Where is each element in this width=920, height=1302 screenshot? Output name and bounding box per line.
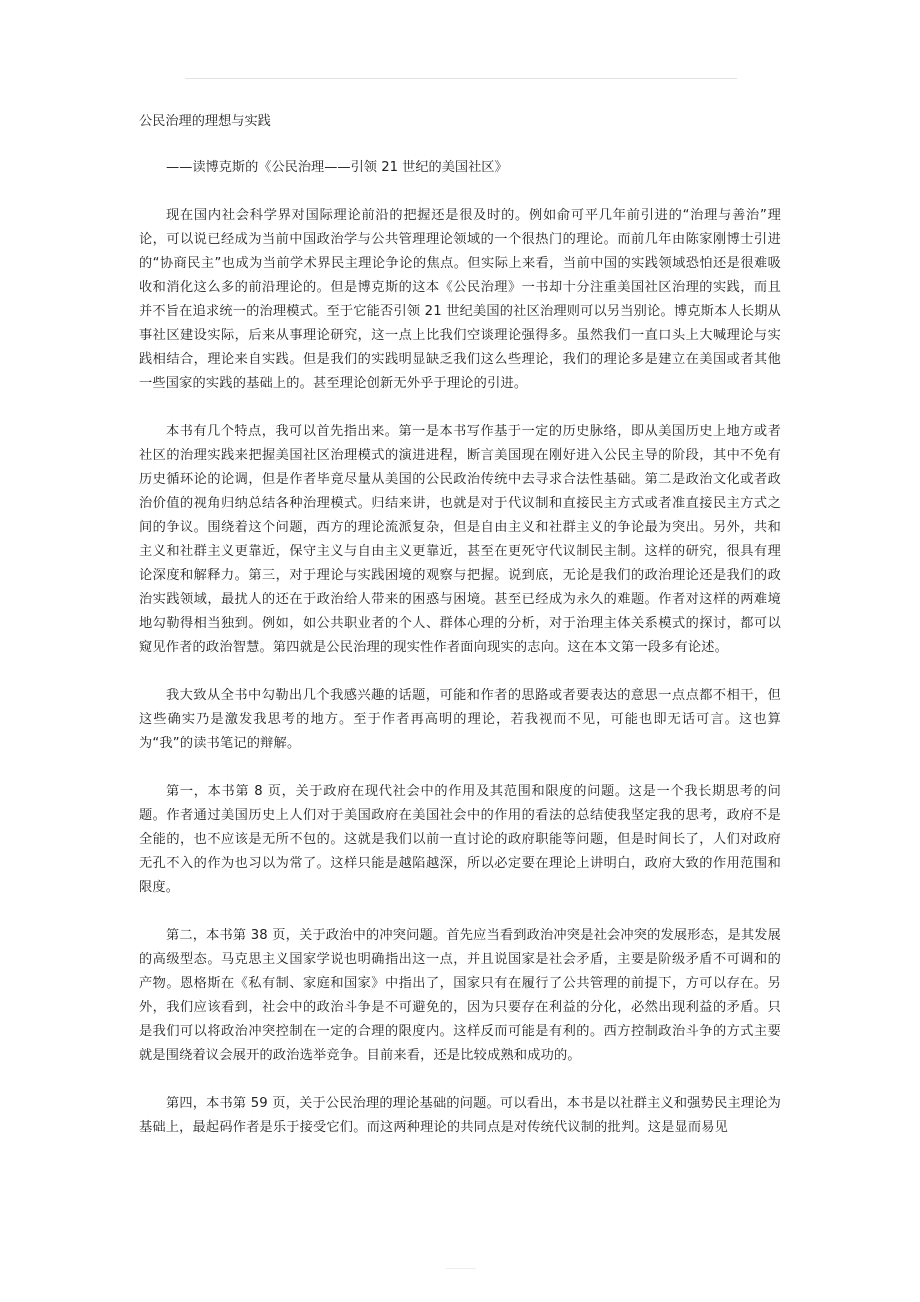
paragraph-first-topic: 第一，本书第 8 页，关于政府在现代社会中的作用及其范围和限度的问题。这是一个我长期思考的问题。作者通过美国历史上人们对于美国政府在美国社会中的作用的看法的总结使我坚定我的思考，政府不是全能的，也不应该是无所不包的。这就是我们以前一直讨论的政府职能等问题，但是时间长了，人们对政府无孔不入的作为也习以为常了。这样只能是越陷越深，所以必定要在理论上讲明白，政府大致的作用范围和限度。 bbox=[139, 784, 781, 895]
paragraph-intro: 现在国内社会科学界对国际理论前沿的把握还是很及时的。例如俞可平几年前引进的“治理与善治”理论，可以说已经成为当前中国政治学与公共管理理论领域的一个很热门的理论。而前几年由陈家刚博士引进的“协商民主”也成为当前学术界民主理论争论的焦点。但实际上来看，当前中国的实践领域恐怕还是很难吸收和消化这么多的前沿理论的。但是博克斯的这本《公民治理》一书却十分注重美国社区治理的实践，而且并不旨在追求统一的治理模式。至于它能否引领 21 世纪美国的社区治理则可以另当别论。博克斯本人长期从事社区建设实际，后来从事理论研究，这一点上比我们空谈理论强得多。虽然我们一直口头上大喊理论与实践相结合，理论来自实践。但是我们的实践明显缺乏我们这么些理论，我们的理论多是建立在美国或者其他一些国家的实践的基础上的。甚至理论创新无外乎于理论的引进。 bbox=[139, 208, 781, 391]
paragraph-topics: 我大致从全书中勾勒出几个我感兴趣的话题，可能和作者的思路或者要表达的意思一点点都不相干，但这些确实乃是激发我思考的地方。至于作者再高明的理论，若我视而不见，可能也即无话可言。这也算为“我”的读书笔记的辩解。 bbox=[139, 688, 781, 751]
footer-mark bbox=[446, 1268, 476, 1269]
document-subtitle: ——读博克斯的《公民治理——引领 21 世纪的美国社区》 bbox=[166, 160, 508, 175]
header-divider bbox=[185, 78, 737, 79]
paragraph-second-topic: 第二，本书第 38 页，关于政治中的冲突问题。首先应当看到政治冲突是社会冲突的发展形态，是其发展的高级型态。马克思主义国家学说也明确指出这一点，并且说国家是社会矛盾，主要是阶级矛盾不可调和的产物。恩格斯在《私有制、家庭和国家》中指出了，国家只有在履行了公共管理的前提下，方可以存在。另外，我们应该看到，社会中的政治斗争是不可避免的，因为只要存在利益的分化，必然出现利益的矛盾。只是我们可以将政治冲突控制在一定的合理的限度内。这样反而可能是有利的。西方控制政治斗争的方式主要就是围绕着议会展开的政治选举竞争。目前来看，还是比较成熟和成功的。 bbox=[139, 928, 782, 1063]
paragraph-features: 本书有几个特点，我可以首先指出来。第一是本书写作基于一定的历史脉络，即从美国历史上地方或者社区的治理实践来把握美国社区治理模式的演进进程，断言美国现在刚好进入公民主导的阶段，其中不免有历史循环论的论调，但是作者毕竟尽量从美国的公民政治传统中去寻求合法性基础。第二是政治文化或者政治价值的视角归纳总结各种治理模式。归结来讲，也就是对于代议制和直接民主方式或者准直接民主方式之间的争议。围绕着这个问题，西方的理论流派复杂，但是自由主义和社群主义的争论最为突出。另外，共和主义和社群主义更靠近，保守主义与自由主义更靠近，甚至在更死守代议制民主制。这样的研究，很具有理论深度和解释力。第三，对于理论与实践困境的观察与把握。说到底，无论是我们的政治理论还是我们的政治实践领域，最扰人的还在于政治给人带来的困惑与困境。甚至已经成为永久的难题。作者对这样的两难境地勾勒得相当独到。例如，如公共职业者的个人、群体心理的分析，对于治理主体关系模式的探讨，都可以窥见作者的政治智慧。第四就是公民治理的现实性作者面向现实的志向。这在本文第一段多有论述。 bbox=[139, 424, 781, 655]
document-body bbox=[139, 110, 781, 1164]
paragraph-fourth-topic: 第四，本书第 59 页，关于公民治理的理论基础的问题。可以看出，本书是以社群主义和强势民主理论为基础上，最起码作者是乐于接受它们。而这两种理论的共同点是对传统代议制的批判。这是显而易见 bbox=[139, 1096, 782, 1135]
document-title: 公民治理的理想与实践 bbox=[139, 114, 271, 129]
